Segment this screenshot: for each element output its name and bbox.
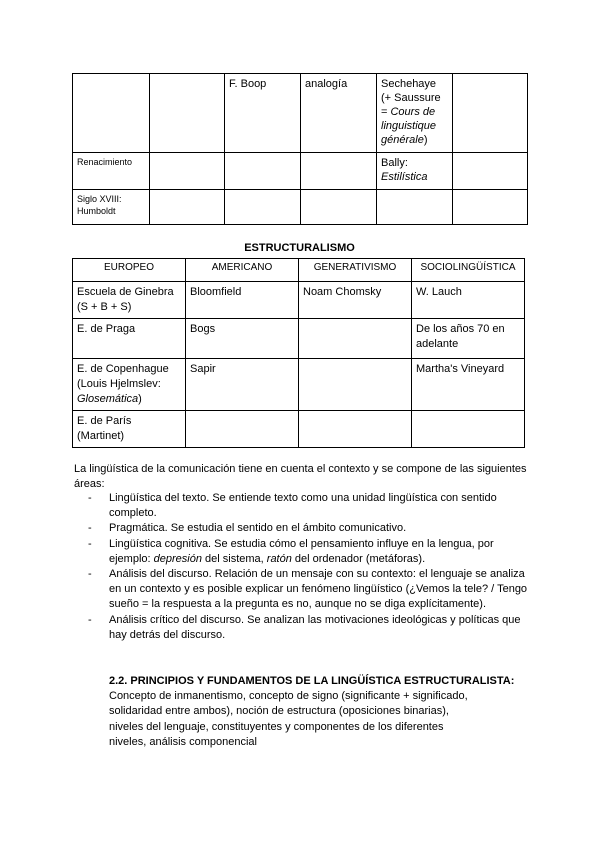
section-line: niveles del lenguaje, constituyentes y componentes de los diferentes <box>109 720 444 733</box>
list-item-text: del sistema, <box>201 552 267 565</box>
estructuralismo-table <box>72 258 525 448</box>
table-cell <box>301 153 377 190</box>
table-row <box>73 319 525 359</box>
table-cell: E. de Praga <box>73 319 186 359</box>
history-table <box>72 73 528 225</box>
table-row <box>73 74 528 153</box>
table-cell <box>412 411 525 448</box>
list-item-text: Análisis crítico del discurso. Se analizan las motivaciones ideológicas y políticas que hay detrás del discurso. <box>109 613 521 641</box>
list-item-text: Análisis del discurso. Relación de un mensaje con su contexto: el lenguaje se analiza en un contexto y es posible explicar un fenómeno lingüístico (¿Vemos la tele? / Tengo sueño = la respuesta a la pregunta es no, aunque no se diga explícitamente). <box>109 568 528 611</box>
column-header-europeo: EUROPEO <box>73 259 186 282</box>
list-item <box>88 613 528 643</box>
table-cell <box>301 190 377 225</box>
section-body <box>109 689 529 750</box>
table-row <box>73 411 525 448</box>
table-cell <box>186 411 299 448</box>
dash-bullet: - <box>88 537 92 550</box>
table-cell: Bloomfield <box>186 282 299 319</box>
table-row <box>73 190 528 225</box>
list-item-text: Lingüística del texto. Se entiende texto como una unidad lingüística con sentido completo. <box>109 492 497 520</box>
areas-list <box>88 491 528 643</box>
table-cell-copenhague <box>73 359 186 411</box>
table-cell: Noam Chomsky <box>299 282 412 319</box>
table-cell: W. Lauch <box>412 282 525 319</box>
table-cell: De los años 70 en adelante <box>412 319 525 359</box>
estructuralismo-title: ESTRUCTURALISMO <box>244 242 355 254</box>
table-row <box>73 359 525 411</box>
table-cell: F. Boop <box>225 74 301 153</box>
table-cell <box>453 153 528 190</box>
cell-text: Bally: <box>381 157 408 169</box>
cell-text: ) <box>423 134 428 146</box>
cell-text: ) <box>138 393 142 405</box>
list-item-italic: depresión <box>153 552 202 565</box>
section-heading: 2.2. PRINCIPIOS Y FUNDAMENTOS DE LA LINGÜÍSTICA ESTRUCTURALISTA: <box>109 675 515 687</box>
dash-bullet: - <box>88 492 92 504</box>
table-cell <box>150 153 225 190</box>
list-item-text: Lingüística cognitiva. Se estudia cómo el pensamiento influye en la lengua, por ejemplo: <box>109 537 494 565</box>
section-line: niveles, análisis componencial <box>109 735 257 748</box>
cell-text: E. de Copenhague (Louis Hjelmslev: <box>77 363 169 390</box>
table-cell <box>453 190 528 225</box>
list-item-text: Pragmática. Se estudia el sentido en el ámbito comunicativo. <box>109 522 407 535</box>
column-header-americano: AMERICANO <box>186 259 299 282</box>
table-cell <box>225 190 301 225</box>
list-item-text: del ordenador (metáforas). <box>291 552 426 565</box>
table-cell: Bogs <box>186 319 299 359</box>
table-cell <box>453 74 528 153</box>
table-cell: Escuela de Ginebra (S + B + S) <box>73 282 186 319</box>
table-cell-sechehaye <box>377 74 453 153</box>
list-item <box>88 491 528 521</box>
dash-bullet: - <box>88 522 92 535</box>
column-header-sociolinguistica: SOCIOLINGÜÍSTICA <box>412 259 525 282</box>
list-item <box>88 537 528 567</box>
cell-italic-text: Estilística <box>381 171 428 183</box>
list-item <box>88 567 528 613</box>
dash-bullet: - <box>88 568 92 581</box>
table-cell-period: Siglo XVIII: Humboldt <box>73 190 150 225</box>
intro-paragraph: La lingüística de la comunicación tiene en cuenta el contexto y se compone de las siguientes áreas: <box>74 463 527 490</box>
table-cell: E. de París (Martinet) <box>73 411 186 448</box>
table-cell <box>377 190 453 225</box>
table-cell <box>150 74 225 153</box>
table-row <box>73 153 528 190</box>
table-cell <box>225 153 301 190</box>
table-header-row <box>73 259 525 282</box>
table-cell-period: Renacimiento <box>73 153 150 190</box>
table-cell <box>299 359 412 411</box>
table-cell: Martha's Vineyard <box>412 359 525 411</box>
dash-bullet: - <box>88 613 92 626</box>
table-cell <box>299 319 412 359</box>
list-item <box>88 521 528 536</box>
table-cell: Sapir <box>186 359 299 411</box>
table-cell-bally <box>377 153 453 190</box>
section-line: Concepto de inmanentismo, concepto de signo (significante + significado, <box>109 690 468 702</box>
table-cell: analogía <box>301 74 377 153</box>
cell-italic-text: Cours de linguistique générale <box>381 106 437 146</box>
list-item-italic: ratón <box>266 552 292 565</box>
table-cell <box>73 74 150 153</box>
cell-text: Sechehaye (+ Saussure = <box>381 78 441 118</box>
column-header-generativismo: GENERATIVISMO <box>299 259 412 282</box>
table-cell <box>150 190 225 225</box>
cell-italic-text: Glosemática <box>77 393 139 405</box>
table-cell <box>299 411 412 448</box>
section-line: solidaridad entre ambos), noción de estructura (oposiciones binarias), <box>109 705 449 718</box>
table-row <box>73 282 525 319</box>
